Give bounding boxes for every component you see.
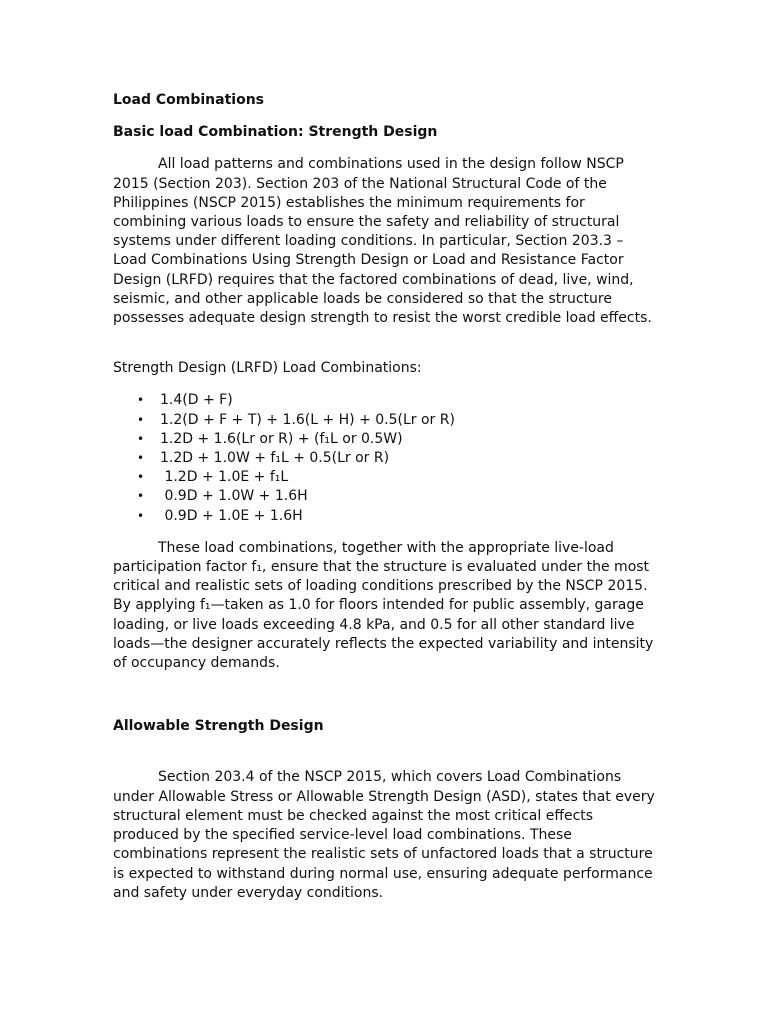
heading-allowable-strength-design: Allowable Strength Design — [113, 718, 324, 735]
list-item: • 1.4(D + F) — [113, 391, 658, 410]
bullet-icon: • — [137, 412, 145, 427]
bullet-icon: • — [137, 508, 145, 523]
list-item: • 1.2D + 1.6(Lr or R) + (f₁L or 0.5W) — [113, 430, 658, 449]
bullet-icon: • — [137, 470, 145, 485]
bullet-icon: • — [137, 489, 145, 504]
bullet-icon: • — [137, 451, 145, 466]
list-item: • 0.9D + 1.0E + 1.6H — [113, 507, 658, 526]
list-item: • 1.2D + 1.0E + f₁L — [113, 468, 658, 487]
list-item: • 1.2D + 1.0W + f₁L + 0.5(Lr or R) — [113, 449, 658, 468]
document-body — [113, 91, 658, 903]
bullet-icon: • — [137, 431, 145, 446]
lrfd-combination-list — [113, 391, 658, 525]
paragraph-intro: All load patterns and combinations used in the design follow NSCP 2015 (Section 203). Section 203 of the National Structural Code of the Philippines (NSCP 2015) establishes the minimum requirements for combining various loads to ensure the safety and reliability of structural systems under different loading conditions. In particular, Section 203.3 – Load Combinations Using Strength Design or Load and Resistance Factor Design (LRFD) requires that the factored combinations of dead, live, wind, seismic, and other applicable loads be considered so that the structure possesses adequate design strength to resist the worst credible load effects. — [113, 156, 652, 327]
heading-basic-load-combination: Basic load Combination: Strength Design — [113, 124, 438, 141]
list-item: • 1.2(D + F + T) + 1.6(L + H) + 0.5(Lr or R) — [113, 411, 658, 430]
heading-load-combinations: Load Combinations — [113, 92, 265, 108]
list-item: • 0.9D + 1.0W + 1.6H — [113, 487, 658, 506]
lrfd-combinations-label: Strength Design (LRFD) Load Combinations: — [113, 360, 422, 377]
paragraph-asd: Section 203.4 of the NSCP 2015, which covers Load Combinations under Allowable Stress or Allowable Strength Design (ASD), states that every structural element must be checked against the most critical effects produced by the specified service-level load combinations. These combinations represent the realistic sets of unfactored loads that a structure is expected to withstand during normal use, ensuring adequate performance and safety under everyday conditions. — [113, 769, 655, 901]
bullet-icon: • — [137, 393, 145, 408]
paragraph-f1-factor: These load combinations, together with the appropriate live-load participation factor f₁, ensure that the structure is evaluated under the most critical and realistic sets of loading conditions prescribed by the NSCP 2015. By applying f₁—taken as 1.0 for floors intended for public assembly, garage loading, or live loads exceeding 4.8 kPa, and 0.5 for all other standard live loads—the designer accurately reflects the expected variability and intensity of occupancy demands. — [113, 539, 654, 672]
